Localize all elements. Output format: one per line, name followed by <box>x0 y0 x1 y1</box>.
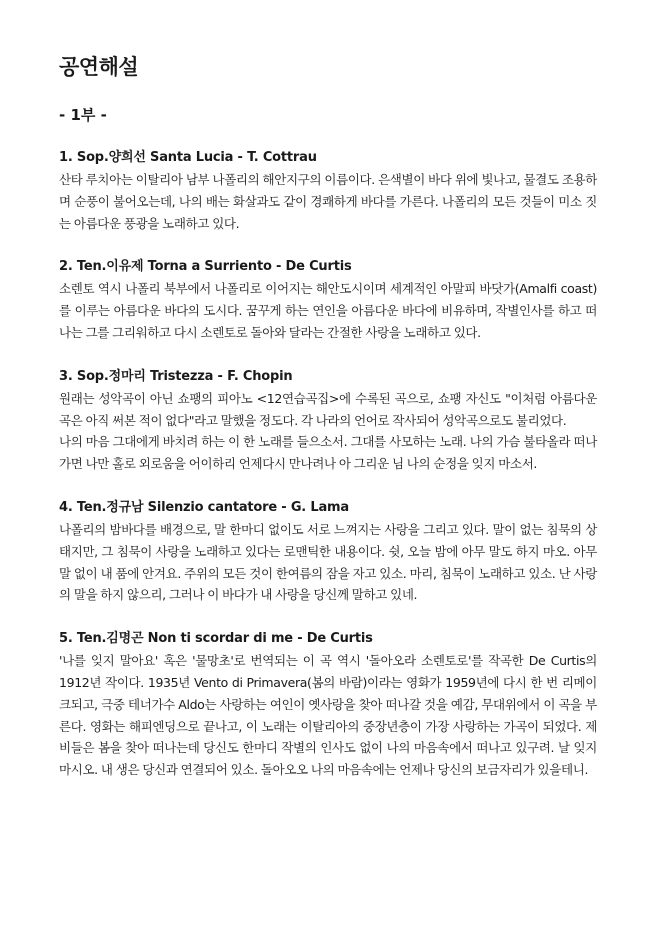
description-paragraph: 산타 루치아는 이탈리아 남부 나폴리의 해안지구의 이름이다. 은색별이 바다 위에 빛나고, 물결도 조용하며 순풍이 불어오는데, 나의 배는 화살과도 같이 경쾌하게 바다를 가른다. 나폴리의 모든 것들이 미소 짓는 아름다운 풍광을 노래하고 있다. <box>59 172 597 231</box>
part-heading: - 1부 - <box>59 106 107 124</box>
program-item-title: 1. Sop.양희선 Santa Lucia - T. Cottrau <box>59 150 317 165</box>
program-item-title: 4. Ten.정규남 Silenzio cantatore - G. Lama <box>59 499 349 515</box>
program-item-title: 3. Sop.정마리 Tristezza - F. Chopin <box>59 368 293 384</box>
description-paragraph: 소렌토 역시 나폴리 북부에서 나폴리로 이어지는 해안도시이며 세계적인 아말피 바닷가(Amalfi coast)를 이루는 아름다운 바다의 도시다. 꿈꾸게 하는 연인을 아름다운 바다에 비유하며, 작별인사를 하고 떠나는 그를 그리워하고 다시 소렌토로 돌아와 달라는 간절한 사랑을 노래하고 있다. <box>59 281 597 340</box>
description-paragraph: 나폴리의 밤바다를 배경으로, 말 한마디 없이도 서로 느껴지는 사랑을 그리고 있다. 말이 없는 침묵의 상태지만, 그 침묵이 사랑을 노래하고 있다는 로맨틱한 내용이다. 쉿, 오늘 밤에 아무 말도 하지 마오. 아무 말 없이 내 품에 안겨요. 주위의 모든 것이 한여름의 잠을 자고 있소. 마리, 침묵이 노래하고 있소. 난 사랑의 말을 하지 않으리, 그러나 이 바다가 내 사랑을 당신께 말하고 있네. <box>59 521 597 603</box>
program-item-description <box>59 388 597 475</box>
program-sections <box>59 146 597 781</box>
page-title: 공연해설 <box>59 55 139 79</box>
program-item-5 <box>59 627 597 781</box>
program-item-4 <box>59 496 597 606</box>
program-item-3 <box>59 365 597 475</box>
description-paragraph: '나를 잊지 말아요' 혹은 '물망초'로 번역되는 이 곡 역시 '돌아오라 소렌토로'를 작곡한 De Curtis의 1912년 작이다. 1935년 Vento di Primavera(봄의 바람)이라는 영화가 1959년에 다시 한 번 리메이크되고, 극중 테너가수 Aldo는 사랑하는 여인이 옛사랑을 찾아 떠나갈 것을 예감, 무대위에서 이 곡을 부른다. 영화는 해피엔딩으로 끝나고, 이 노래는 이탈리아의 중장년층이 가장 사랑하는 가곡이 되었다. 제비들은 봄을 찾아 떠나는데 당신도 한마디 작별의 인사도 없이 나의 마음속에서 떠나고 있구려. 날 잊지 마시오. 내 생은 당신과 연결되어 있소. 돌아오오 나의 마음속에는 언제나 당신의 보금자리가 있을테니. <box>59 653 597 778</box>
program-item-description <box>59 278 597 343</box>
program-item-title: 2. Ten.이유제 Torna a Surriento - De Curtis <box>59 259 352 275</box>
program-item-description <box>59 650 597 781</box>
description-paragraph: 원래는 성악곡이 아닌 쇼팽의 피아노 <12연습곡집>에 수록된 곡으로, 쇼팽 자신도 "이처럼 아름다운 곡은 아직 써본 적이 없다"라고 말했을 정도다. 각 나라의 언어로 작사되어 성악곡으로도 불리었다. <box>59 390 597 428</box>
program-item-2 <box>59 255 597 343</box>
program-item-description <box>59 519 597 606</box>
program-item-title: 5. Ten.김명곤 Non ti scordar di me - De Curtis <box>59 631 373 647</box>
program-item-1 <box>59 146 597 234</box>
program-item-description <box>59 169 597 234</box>
description-paragraph: 나의 마음 그대에게 바치려 하는 이 한 노래를 들으소서. 그대를 사모하는 노래. 나의 가슴 불타올라 떠나가면 나만 홀로 외로움을 어이하리 언제다시 만나려나 아 그리운 님 나의 순정을 잊지 마소서. <box>59 434 597 472</box>
